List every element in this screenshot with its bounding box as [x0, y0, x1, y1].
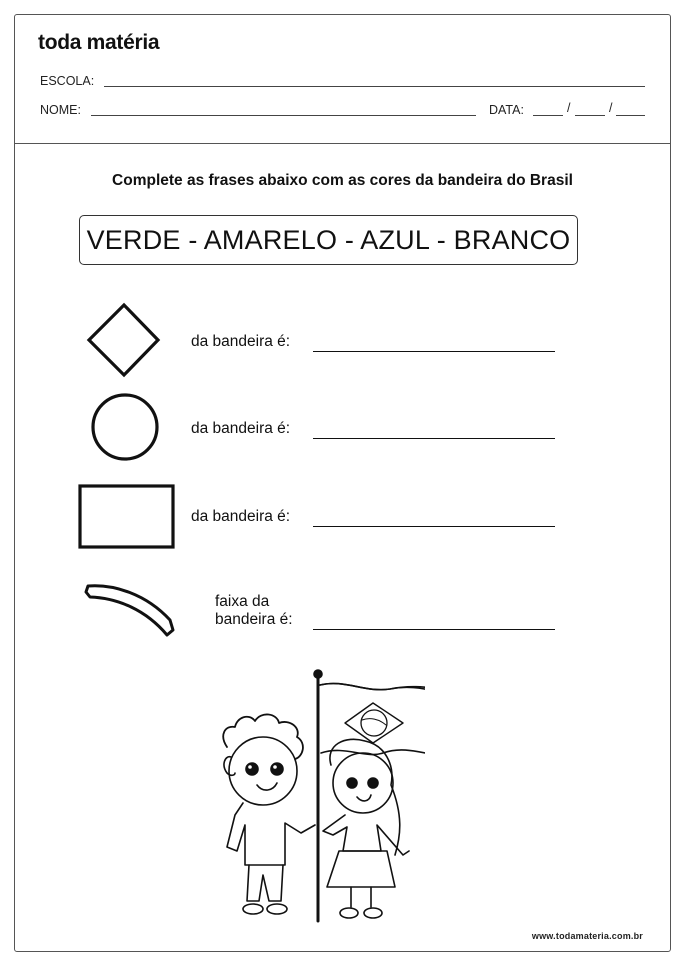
answer-line-3[interactable]	[313, 526, 555, 527]
row-label: da bandeira é:	[191, 333, 291, 350]
date-label: DATA:	[489, 103, 524, 117]
date-separator: /	[567, 101, 571, 115]
date-day-field[interactable]	[533, 115, 563, 116]
logo: toda matéria	[38, 31, 160, 54]
row-label: da bandeira é:	[191, 508, 291, 525]
diamond-icon	[86, 302, 162, 378]
children-with-flag-icon	[205, 665, 425, 925]
school-label: ESCOLA:	[40, 74, 95, 88]
header-divider	[14, 143, 671, 144]
answer-line-4[interactable]	[313, 629, 555, 630]
row-label-line1: faixa da	[215, 593, 270, 610]
answer-line-1[interactable]	[313, 351, 555, 352]
name-label: NOME:	[40, 103, 81, 117]
date-year-field[interactable]	[616, 115, 645, 116]
band-icon	[84, 580, 178, 640]
row-label: da bandeira é:	[191, 420, 291, 437]
instruction-text: Complete as frases abaixo com as cores da bandeira do Brasil	[112, 172, 573, 189]
rectangle-icon	[78, 484, 176, 550]
footer-url: www.todamateria.com.br	[531, 931, 643, 941]
circle-icon	[89, 392, 161, 464]
row-label-line2: bandeira é:	[215, 611, 293, 628]
color-options-text: VERDE - AMARELO - AZUL - BRANCO	[86, 224, 571, 255]
school-field[interactable]	[104, 86, 645, 87]
date-separator: /	[609, 101, 613, 115]
color-options-box	[79, 215, 578, 265]
name-field[interactable]	[91, 115, 476, 116]
date-month-field[interactable]	[575, 115, 605, 116]
answer-line-2[interactable]	[313, 438, 555, 439]
